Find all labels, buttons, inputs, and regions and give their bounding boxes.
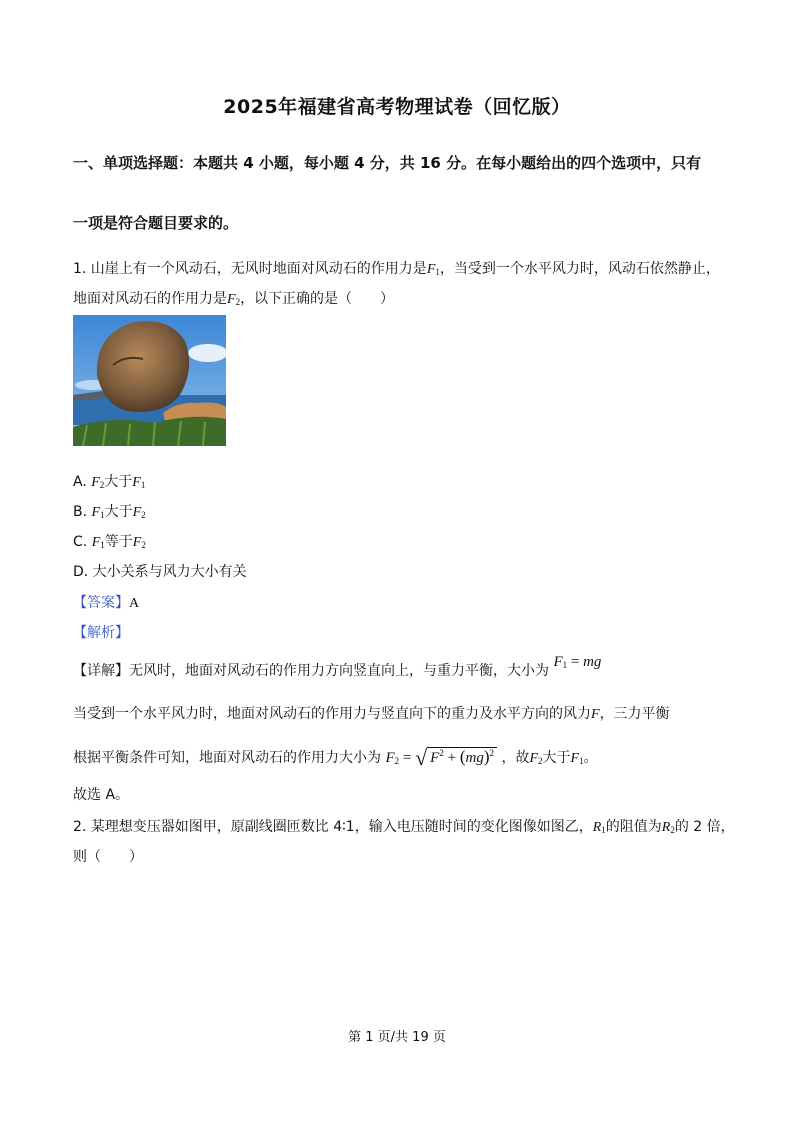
equals-sign: = <box>567 654 584 670</box>
subscript: 2 <box>141 510 146 520</box>
paren-close: ) <box>483 747 490 766</box>
answer-value: A <box>129 596 140 611</box>
page-footer: 第 1 页/共 19 页 <box>348 1030 446 1045</box>
q1-text: ，当受到一个水平风力时，风动石依然静止， <box>439 261 720 277</box>
symbol-F: F <box>91 505 101 520</box>
subscript: 1 <box>562 660 568 670</box>
subscript: 1 <box>100 540 105 550</box>
symbol-F: F <box>570 751 580 766</box>
symbol-F: F <box>430 750 440 766</box>
option-a <box>73 471 145 491</box>
detail-tag: 【详解】 <box>73 663 129 679</box>
q1-text: 地面对风动石的作用力是 <box>73 291 227 307</box>
exponent: 2 <box>489 748 494 758</box>
subscript: 2 <box>99 480 105 490</box>
detail-text: ，故 <box>501 750 530 766</box>
formula-f2 <box>385 745 497 770</box>
paren-open: ( <box>459 747 466 766</box>
q1-stem-line1 <box>73 258 720 278</box>
symbol-F: F <box>426 262 436 277</box>
symbol-F: F <box>91 535 101 550</box>
symbol-F: F <box>553 654 563 670</box>
answer-tag: 【答案】 <box>73 595 129 611</box>
option-text: 等于 <box>104 534 133 550</box>
subscript: 2 <box>235 297 241 307</box>
equals-sign: = <box>399 750 416 766</box>
symbol-F: F <box>529 751 539 766</box>
wind-rock-image <box>73 315 226 446</box>
answer-line <box>73 592 139 612</box>
subscript: 2 <box>141 540 146 550</box>
detail-text: 根据平衡条件可知，地面对风动石的作用力大小为 <box>73 750 381 766</box>
q1-text: 1. 山崖上有一个风动石，无风时地面对风动石的作用力是 <box>73 261 427 277</box>
page-title: 2025年福建省高考物理试卷（回忆版） <box>223 96 571 118</box>
symbol-F: F <box>591 707 600 722</box>
symbol-R: R <box>592 820 602 835</box>
wind-rock-photo <box>73 315 226 446</box>
section-header-line1: 一、单项选择题：本题共 4 小题，每小题 4 分，共 16 分。在每小题给出的四个选项中，只有 <box>73 154 702 172</box>
detail-text: 无风时，地面对风动石的作用力方向竖直向上，与重力平衡，大小为 <box>129 663 549 679</box>
option-letter: C. <box>73 534 88 550</box>
detail-line2 <box>73 703 670 723</box>
q2-stem-line1 <box>73 816 735 836</box>
symbol-mg: mg <box>465 750 484 766</box>
sqrt-body <box>427 747 497 766</box>
q2-stem-line2: 则（ ） <box>73 849 143 865</box>
detail-line1 <box>73 654 602 680</box>
option-text: 大于 <box>104 504 133 520</box>
q2-text: 的阻值为 <box>605 819 662 835</box>
exponent: 2 <box>439 748 444 758</box>
plus-sign: + <box>443 750 460 766</box>
section-header-line2: 一项是符合题目要求的。 <box>73 214 239 232</box>
symbol-F: F <box>132 505 142 520</box>
symbol-mg: mg <box>583 654 602 670</box>
analysis-tag: 【解析】 <box>73 625 129 641</box>
symbol-F: F <box>385 750 395 766</box>
symbol-F: F <box>132 535 142 550</box>
option-letter: A. <box>73 474 87 490</box>
option-text: 大于 <box>104 474 133 490</box>
detail-text: 当受到一个水平风力时，地面对风动石的作用力与竖直向下的重力及水平方向的风力 <box>73 706 591 722</box>
detail-text: 。 <box>583 750 598 766</box>
q1-text: ，以下正确的是（ ） <box>240 291 395 307</box>
formula-f1-equals-mg <box>553 654 601 670</box>
symbol-R: R <box>661 820 671 835</box>
subscript: 1 <box>100 510 105 520</box>
option-d: D. 大小关系与风力大小有关 <box>73 564 247 580</box>
detail-text: ，三力平衡 <box>599 706 670 722</box>
subscript: 2 <box>394 756 400 766</box>
subscript: 1 <box>435 267 440 277</box>
q2-text: 的 2 倍， <box>674 819 735 835</box>
sqrt-sign: √ <box>415 745 428 770</box>
subscript: 2 <box>538 756 543 766</box>
sqrt-expression <box>415 742 497 768</box>
symbol-F: F <box>227 292 236 307</box>
subscript: 2 <box>670 825 675 835</box>
detail-line3 <box>73 742 598 768</box>
symbol-F: F <box>132 475 141 490</box>
detail-text: 大于 <box>542 750 571 766</box>
conclusion-line: 故选 A。 <box>73 787 130 803</box>
symbol-F: F <box>91 475 100 490</box>
subscript: 1 <box>140 480 146 490</box>
q2-text: 2. 某理想变压器如图甲，原副线圈匝数比 4∶1，输入电压随时间的变化图像如图乙， <box>73 819 593 835</box>
subscript: 1 <box>579 756 584 766</box>
option-b <box>73 501 146 521</box>
option-c <box>73 531 146 551</box>
q1-stem-line2 <box>73 288 394 308</box>
option-letter: B. <box>73 504 88 520</box>
subscript: 1 <box>601 825 606 835</box>
